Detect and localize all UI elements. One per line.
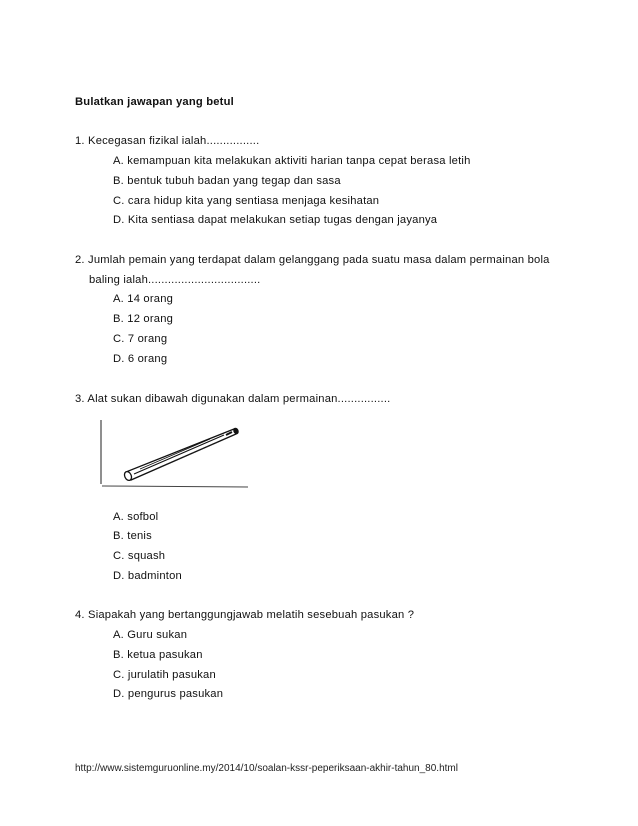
question-1-text: 1. Kecegasan fizikal ialah................ [75, 135, 260, 147]
question-4-option-d[interactable]: D. pengurus pasukan [113, 688, 224, 700]
bat-grain-line-2 [140, 439, 210, 469]
question-1-option-b[interactable]: B. bentuk tubuh badan yang tegap dan sasa [113, 175, 341, 187]
question-3-option-d[interactable]: D. badminton [113, 570, 182, 582]
question-4-option-a[interactable]: A. Guru sukan [113, 629, 188, 641]
question-2-text-continued: baling ialah.................................. [89, 274, 261, 286]
footer-source-link[interactable]: http://www.sistemguruonline.my/2014/10/soalan-kssr-peperiksaan-akhir-tahun_80.html [75, 763, 458, 774]
question-3-option-a[interactable]: A. sofbol [113, 511, 159, 523]
bat-grain-line [134, 435, 224, 474]
question-3-text: 3. Alat sukan dibawah digunakan dalam permainan................ [75, 393, 391, 405]
figure-frame-bottom [102, 486, 248, 487]
question-1-option-c[interactable]: C. cara hidup kita yang sentiasa menjaga kesihatan [113, 195, 380, 207]
question-1-option-d[interactable]: D. Kita sentiasa dapat melakukan setiap tugas dengan jayanya [113, 214, 438, 226]
question-3-option-b[interactable]: B. tenis [113, 530, 152, 542]
question-2-option-c[interactable]: C. 7 orang [113, 333, 168, 345]
question-4-option-c[interactable]: C. jurulatih pasukan [113, 669, 216, 681]
question-3-option-c[interactable]: C. squash [113, 550, 166, 562]
question-1-option-a[interactable]: A. kemampuan kita melakukan aktiviti harian tanpa cepat berasa letih [113, 155, 471, 167]
question-4-text: 4. Siapakah yang bertanggungjawab melatih sesebuah pasukan ? [75, 609, 415, 621]
question-4-option-b[interactable]: B. ketua pasukan [113, 649, 203, 661]
instruction-heading: Bulatkan jawapan yang betul [75, 96, 234, 108]
question-2-option-d[interactable]: D. 6 orang [113, 353, 168, 365]
question-2-option-b[interactable]: B. 12 orang [113, 313, 174, 325]
question-2-option-a[interactable]: A. 14 orang [113, 293, 174, 305]
question-2-text: 2. Jumlah pemain yang terdapat dalam gelanggang pada suatu masa dalam permainan bola [75, 254, 550, 266]
baseball-bat-illustration [100, 418, 250, 490]
